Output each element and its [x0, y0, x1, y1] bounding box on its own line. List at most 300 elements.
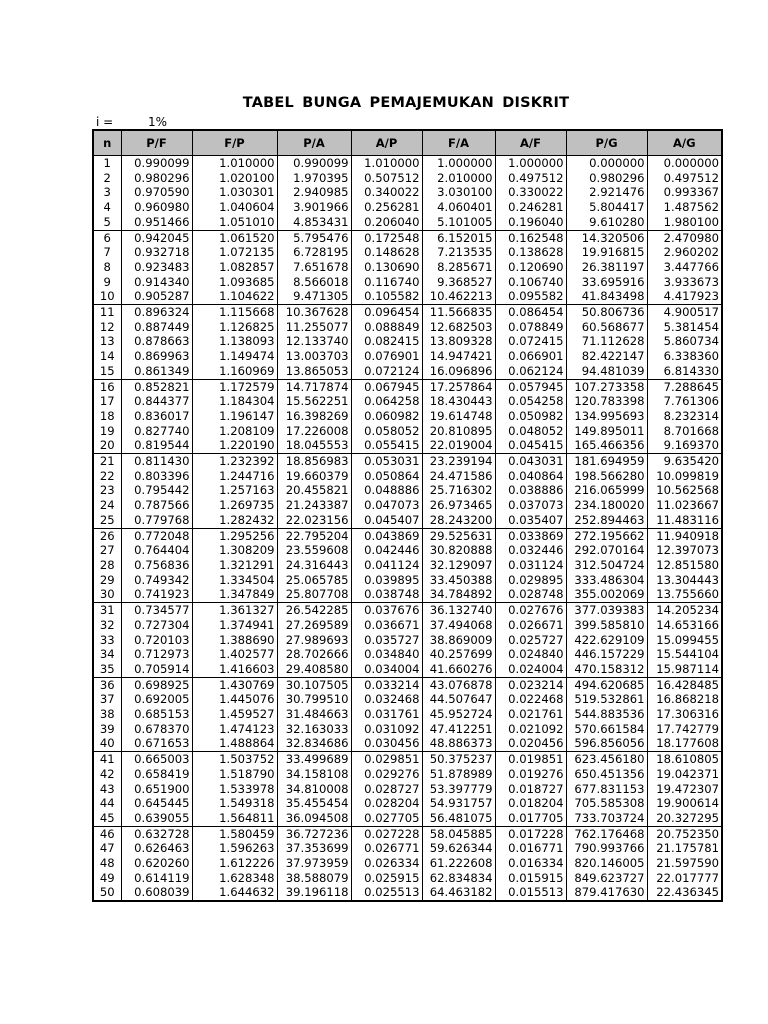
column-header-ag: A/G	[647, 130, 722, 156]
cell-af: 0.020456	[495, 736, 566, 751]
cell-fa: 33.450388	[422, 573, 495, 588]
cell-af: 0.015915	[495, 871, 566, 886]
table-row	[93, 394, 722, 409]
cell-fp: 1.104622	[192, 289, 277, 304]
cell-ap: 0.026771	[351, 841, 422, 856]
cell-pg: 422.629109	[566, 633, 647, 648]
cell-fp: 1.220190	[192, 438, 277, 453]
cell-pa: 3.901966	[277, 200, 351, 215]
cell-ap: 0.025915	[351, 871, 422, 886]
cell-ag: 21.597590	[647, 856, 722, 871]
cell-pf: 0.914340	[121, 275, 192, 290]
table-row	[93, 260, 722, 275]
cell-n: 36	[93, 677, 121, 692]
cell-fa: 24.471586	[422, 469, 495, 484]
cell-fa: 20.810895	[422, 424, 495, 439]
cell-n: 30	[93, 587, 121, 602]
cell-ag: 13.304443	[647, 573, 722, 588]
cell-ap: 0.048886	[351, 483, 422, 498]
cell-ap: 0.088849	[351, 320, 422, 335]
cell-fa: 58.045885	[422, 826, 495, 841]
cell-n: 14	[93, 349, 121, 364]
cell-af: 0.246281	[495, 200, 566, 215]
cell-fp: 1.402577	[192, 647, 277, 662]
cell-ag: 20.752350	[647, 826, 722, 841]
cell-pf: 0.852821	[121, 379, 192, 394]
cell-pf: 0.932718	[121, 245, 192, 260]
table-row	[93, 871, 722, 886]
cell-ap: 0.028204	[351, 796, 422, 811]
cell-ag: 4.417923	[647, 289, 722, 304]
table-row	[93, 692, 722, 707]
cell-fa: 6.152015	[422, 230, 495, 245]
cell-ag: 7.761306	[647, 394, 722, 409]
cell-af: 0.086454	[495, 305, 566, 320]
cell-af: 0.026671	[495, 618, 566, 633]
cell-ap: 0.116740	[351, 275, 422, 290]
cell-ag: 19.900614	[647, 796, 722, 811]
cell-ag: 11.023667	[647, 498, 722, 513]
cell-n: 41	[93, 752, 121, 767]
cell-pa: 18.856983	[277, 454, 351, 469]
cell-pa: 13.865053	[277, 364, 351, 379]
cell-af: 0.078849	[495, 320, 566, 335]
cell-pa: 32.163033	[277, 722, 351, 737]
cell-n: 28	[93, 558, 121, 573]
table-row	[93, 364, 722, 379]
cell-ag: 17.742779	[647, 722, 722, 737]
cell-n: 16	[93, 379, 121, 394]
cell-pa: 34.810008	[277, 782, 351, 797]
cell-pg: 50.806736	[566, 305, 647, 320]
cell-pa: 10.367628	[277, 305, 351, 320]
cell-pa: 35.455454	[277, 796, 351, 811]
cell-fp: 1.172579	[192, 379, 277, 394]
cell-fa: 9.368527	[422, 275, 495, 290]
cell-af: 0.021761	[495, 707, 566, 722]
cell-fa: 59.626344	[422, 841, 495, 856]
cell-af: 0.017705	[495, 811, 566, 826]
cell-af: 0.054258	[495, 394, 566, 409]
table-row	[93, 528, 722, 543]
cell-fp: 1.082857	[192, 260, 277, 275]
cell-n: 13	[93, 334, 121, 349]
cell-pg: 71.112628	[566, 334, 647, 349]
column-header-pg: P/G	[566, 130, 647, 156]
cell-fa: 44.507647	[422, 692, 495, 707]
cell-pg: 733.703724	[566, 811, 647, 826]
cell-fp: 1.257163	[192, 483, 277, 498]
cell-n: 43	[93, 782, 121, 797]
cell-ag: 2.960202	[647, 245, 722, 260]
cell-ag: 0.497512	[647, 171, 722, 186]
cell-n: 32	[93, 618, 121, 633]
cell-n: 20	[93, 438, 121, 453]
cell-pf: 0.756836	[121, 558, 192, 573]
cell-pg: 879.417630	[566, 885, 647, 901]
cell-n: 37	[93, 692, 121, 707]
cell-ap: 0.340022	[351, 185, 422, 200]
cell-ag: 16.428485	[647, 677, 722, 692]
cell-pg: 0.000000	[566, 156, 647, 171]
cell-pg: 272.195662	[566, 528, 647, 543]
cell-ap: 1.010000	[351, 156, 422, 171]
cell-af: 0.196040	[495, 215, 566, 230]
cell-ag: 5.860734	[647, 334, 722, 349]
cell-pa: 20.455821	[277, 483, 351, 498]
cell-ag: 14.653166	[647, 618, 722, 633]
cell-fa: 54.931757	[422, 796, 495, 811]
cell-pg: 790.993766	[566, 841, 647, 856]
table-row	[93, 469, 722, 484]
cell-fa: 13.809328	[422, 334, 495, 349]
cell-fp: 1.295256	[192, 528, 277, 543]
cell-pf: 0.764404	[121, 543, 192, 558]
cell-fa: 37.494068	[422, 618, 495, 633]
cell-fp: 1.596263	[192, 841, 277, 856]
cell-fp: 1.208109	[192, 424, 277, 439]
cell-n: 4	[93, 200, 121, 215]
cell-fp: 1.010000	[192, 156, 277, 171]
cell-pg: 134.995693	[566, 409, 647, 424]
cell-fa: 34.784892	[422, 587, 495, 602]
cell-pf: 0.658419	[121, 767, 192, 782]
cell-pf: 0.844377	[121, 394, 192, 409]
cell-ag: 1.980100	[647, 215, 722, 230]
cell-fp: 1.115668	[192, 305, 277, 320]
cell-n: 6	[93, 230, 121, 245]
table-row	[93, 618, 722, 633]
cell-pa: 32.834686	[277, 736, 351, 751]
cell-fa: 41.660276	[422, 662, 495, 677]
cell-ag: 18.610805	[647, 752, 722, 767]
cell-af: 0.018204	[495, 796, 566, 811]
cell-af: 0.162548	[495, 230, 566, 245]
table-row	[93, 349, 722, 364]
interest-rate-value: 1%	[148, 115, 168, 129]
cell-fp: 1.445076	[192, 692, 277, 707]
cell-pa: 9.471305	[277, 289, 351, 304]
cell-pg: 14.320506	[566, 230, 647, 245]
cell-ap: 0.072124	[351, 364, 422, 379]
cell-fa: 26.973465	[422, 498, 495, 513]
cell-pa: 25.065785	[277, 573, 351, 588]
cell-pa: 27.989693	[277, 633, 351, 648]
cell-ag: 21.175781	[647, 841, 722, 856]
cell-pg: 5.804417	[566, 200, 647, 215]
cell-af: 0.022468	[495, 692, 566, 707]
cell-pg: 216.065999	[566, 483, 647, 498]
cell-pf: 0.811430	[121, 454, 192, 469]
cell-af: 0.018727	[495, 782, 566, 797]
cell-ap: 0.030456	[351, 736, 422, 751]
table-row	[93, 543, 722, 558]
cell-af: 0.497512	[495, 171, 566, 186]
cell-af: 0.031124	[495, 558, 566, 573]
cell-pf: 0.887449	[121, 320, 192, 335]
cell-pa: 30.107505	[277, 677, 351, 692]
cell-pa: 37.353699	[277, 841, 351, 856]
cell-fp: 1.321291	[192, 558, 277, 573]
cell-pa: 27.269589	[277, 618, 351, 633]
table-row	[93, 379, 722, 394]
cell-pa: 8.566018	[277, 275, 351, 290]
cell-af: 0.029895	[495, 573, 566, 588]
cell-pa: 0.990099	[277, 156, 351, 171]
cell-n: 1	[93, 156, 121, 171]
cell-ap: 0.058052	[351, 424, 422, 439]
cell-ap: 0.064258	[351, 394, 422, 409]
cell-ap: 0.148628	[351, 245, 422, 260]
cell-pg: 252.894463	[566, 513, 647, 528]
cell-af: 0.120690	[495, 260, 566, 275]
table-row	[93, 215, 722, 230]
cell-pa: 14.717874	[277, 379, 351, 394]
cell-ag: 10.099819	[647, 469, 722, 484]
cell-pg: 849.623727	[566, 871, 647, 886]
table-row	[93, 438, 722, 453]
cell-pf: 0.803396	[121, 469, 192, 484]
cell-af: 0.027676	[495, 603, 566, 618]
column-header-pa: P/A	[277, 130, 351, 156]
cell-pf: 0.698925	[121, 677, 192, 692]
table-row	[93, 587, 722, 602]
cell-af: 0.032446	[495, 543, 566, 558]
cell-pf: 0.869963	[121, 349, 192, 364]
table-row	[93, 409, 722, 424]
cell-pg: 19.916815	[566, 245, 647, 260]
cell-fa: 17.257864	[422, 379, 495, 394]
cell-n: 38	[93, 707, 121, 722]
column-header-fa: F/A	[422, 130, 495, 156]
cell-pg: 82.422147	[566, 349, 647, 364]
cell-ag: 20.327295	[647, 811, 722, 826]
cell-pg: 60.568677	[566, 320, 647, 335]
cell-pa: 21.243387	[277, 498, 351, 513]
cell-pg: 494.620685	[566, 677, 647, 692]
cell-ap: 0.025513	[351, 885, 422, 901]
table-row	[93, 647, 722, 662]
cell-pa: 17.226008	[277, 424, 351, 439]
cell-fp: 1.459527	[192, 707, 277, 722]
cell-ag: 10.562568	[647, 483, 722, 498]
cell-fp: 1.126825	[192, 320, 277, 335]
cell-ag: 12.851580	[647, 558, 722, 573]
cell-fp: 1.374941	[192, 618, 277, 633]
cell-pg: 26.381197	[566, 260, 647, 275]
cell-ag: 11.483116	[647, 513, 722, 528]
cell-pg: 677.831153	[566, 782, 647, 797]
cell-af: 0.066901	[495, 349, 566, 364]
cell-ag: 14.205234	[647, 603, 722, 618]
cell-pg: 292.070164	[566, 543, 647, 558]
cell-fa: 22.019004	[422, 438, 495, 453]
cell-n: 44	[93, 796, 121, 811]
cell-pf: 0.827740	[121, 424, 192, 439]
cell-fa: 12.682503	[422, 320, 495, 335]
cell-af: 0.023214	[495, 677, 566, 692]
cell-pf: 0.960980	[121, 200, 192, 215]
cell-fp: 1.388690	[192, 633, 277, 648]
cell-pa: 24.316443	[277, 558, 351, 573]
cell-pa: 22.023156	[277, 513, 351, 528]
cell-af: 0.021092	[495, 722, 566, 737]
cell-fp: 1.093685	[192, 275, 277, 290]
cell-pf: 0.608039	[121, 885, 192, 901]
cell-pg: 470.158312	[566, 662, 647, 677]
cell-fa: 16.096896	[422, 364, 495, 379]
cell-pf: 0.951466	[121, 215, 192, 230]
cell-ag: 19.042371	[647, 767, 722, 782]
cell-af: 0.024004	[495, 662, 566, 677]
cell-ap: 0.067945	[351, 379, 422, 394]
cell-af: 0.050982	[495, 409, 566, 424]
cell-pf: 0.712973	[121, 647, 192, 662]
cell-fp: 1.196147	[192, 409, 277, 424]
cell-pf: 0.692005	[121, 692, 192, 707]
cell-fp: 1.430769	[192, 677, 277, 692]
cell-n: 31	[93, 603, 121, 618]
cell-fa: 23.239194	[422, 454, 495, 469]
cell-fa: 7.213535	[422, 245, 495, 260]
cell-n: 45	[93, 811, 121, 826]
cell-n: 3	[93, 185, 121, 200]
table-row	[93, 677, 722, 692]
cell-af: 0.016771	[495, 841, 566, 856]
cell-pg: 198.566280	[566, 469, 647, 484]
cell-pa: 16.398269	[277, 409, 351, 424]
cell-af: 0.038886	[495, 483, 566, 498]
cell-n: 42	[93, 767, 121, 782]
cell-n: 23	[93, 483, 121, 498]
cell-fa: 30.820888	[422, 543, 495, 558]
cell-ap: 0.041124	[351, 558, 422, 573]
cell-fa: 14.947421	[422, 349, 495, 364]
cell-ap: 0.037676	[351, 603, 422, 618]
cell-ap: 0.027228	[351, 826, 422, 841]
cell-pg: 399.585810	[566, 618, 647, 633]
cell-ap: 0.034840	[351, 647, 422, 662]
cell-n: 25	[93, 513, 121, 528]
table-row	[93, 498, 722, 513]
cell-fp: 1.361327	[192, 603, 277, 618]
cell-pa: 33.499689	[277, 752, 351, 767]
table-row	[93, 767, 722, 782]
cell-fa: 62.834834	[422, 871, 495, 886]
cell-pg: 2.921476	[566, 185, 647, 200]
cell-ap: 0.031761	[351, 707, 422, 722]
table-row	[93, 826, 722, 841]
cell-fa: 29.525631	[422, 528, 495, 543]
cell-fa: 48.886373	[422, 736, 495, 751]
header-row	[93, 130, 722, 156]
cell-fp: 1.138093	[192, 334, 277, 349]
cell-ag: 0.000000	[647, 156, 722, 171]
cell-pa: 28.702666	[277, 647, 351, 662]
cell-ap: 0.033214	[351, 677, 422, 692]
cell-fa: 45.952724	[422, 707, 495, 722]
cell-pa: 2.940985	[277, 185, 351, 200]
cell-pg: 820.146005	[566, 856, 647, 871]
cell-n: 17	[93, 394, 121, 409]
cell-fp: 1.347849	[192, 587, 277, 602]
cell-fa: 36.132740	[422, 603, 495, 618]
cell-n: 18	[93, 409, 121, 424]
cell-pf: 0.980296	[121, 171, 192, 186]
cell-fa: 5.101005	[422, 215, 495, 230]
cell-pg: 377.039383	[566, 603, 647, 618]
cell-pa: 29.408580	[277, 662, 351, 677]
cell-n: 39	[93, 722, 121, 737]
cell-pf: 0.665003	[121, 752, 192, 767]
cell-fp: 1.334504	[192, 573, 277, 588]
cell-pf: 0.720103	[121, 633, 192, 648]
cell-af: 0.019276	[495, 767, 566, 782]
cell-pf: 0.836017	[121, 409, 192, 424]
cell-fa: 53.397779	[422, 782, 495, 797]
table-row	[93, 736, 722, 751]
cell-fa: 47.412251	[422, 722, 495, 737]
table-row	[93, 305, 722, 320]
cell-ag: 13.755660	[647, 587, 722, 602]
cell-ag: 22.436345	[647, 885, 722, 901]
cell-af: 0.106740	[495, 275, 566, 290]
cell-fp: 1.184304	[192, 394, 277, 409]
cell-fa: 4.060401	[422, 200, 495, 215]
cell-fp: 1.308209	[192, 543, 277, 558]
table-body	[93, 156, 722, 902]
cell-ap: 0.053031	[351, 454, 422, 469]
cell-ag: 3.447766	[647, 260, 722, 275]
cell-ap: 0.039895	[351, 573, 422, 588]
table-row	[93, 573, 722, 588]
cell-fa: 1.000000	[422, 156, 495, 171]
cell-fa: 64.463182	[422, 885, 495, 901]
cell-pg: 41.843498	[566, 289, 647, 304]
table-row	[93, 782, 722, 797]
cell-pg: 107.273358	[566, 379, 647, 394]
cell-pg: 0.980296	[566, 171, 647, 186]
cell-af: 0.138628	[495, 245, 566, 260]
cell-pa: 36.727236	[277, 826, 351, 841]
cell-n: 26	[93, 528, 121, 543]
cell-fp: 1.040604	[192, 200, 277, 215]
cell-ag: 7.288645	[647, 379, 722, 394]
cell-pg: 312.504724	[566, 558, 647, 573]
cell-fp: 1.244716	[192, 469, 277, 484]
cell-n: 33	[93, 633, 121, 648]
table-row	[93, 334, 722, 349]
cell-pa: 37.973959	[277, 856, 351, 871]
cell-pf: 0.678370	[121, 722, 192, 737]
table-row	[93, 289, 722, 304]
cell-af: 0.033869	[495, 528, 566, 543]
cell-pa: 30.799510	[277, 692, 351, 707]
cell-pf: 0.705914	[121, 662, 192, 677]
cell-ag: 6.814330	[647, 364, 722, 379]
cell-pa: 5.795476	[277, 230, 351, 245]
cell-ag: 15.987114	[647, 662, 722, 677]
cell-af: 0.016334	[495, 856, 566, 871]
cell-fp: 1.474123	[192, 722, 277, 737]
cell-fp: 1.628348	[192, 871, 277, 886]
cell-n: 7	[93, 245, 121, 260]
cell-fp: 1.030301	[192, 185, 277, 200]
cell-fp: 1.282432	[192, 513, 277, 528]
cell-ag: 8.701668	[647, 424, 722, 439]
table-row	[93, 185, 722, 200]
cell-pg: 94.481039	[566, 364, 647, 379]
